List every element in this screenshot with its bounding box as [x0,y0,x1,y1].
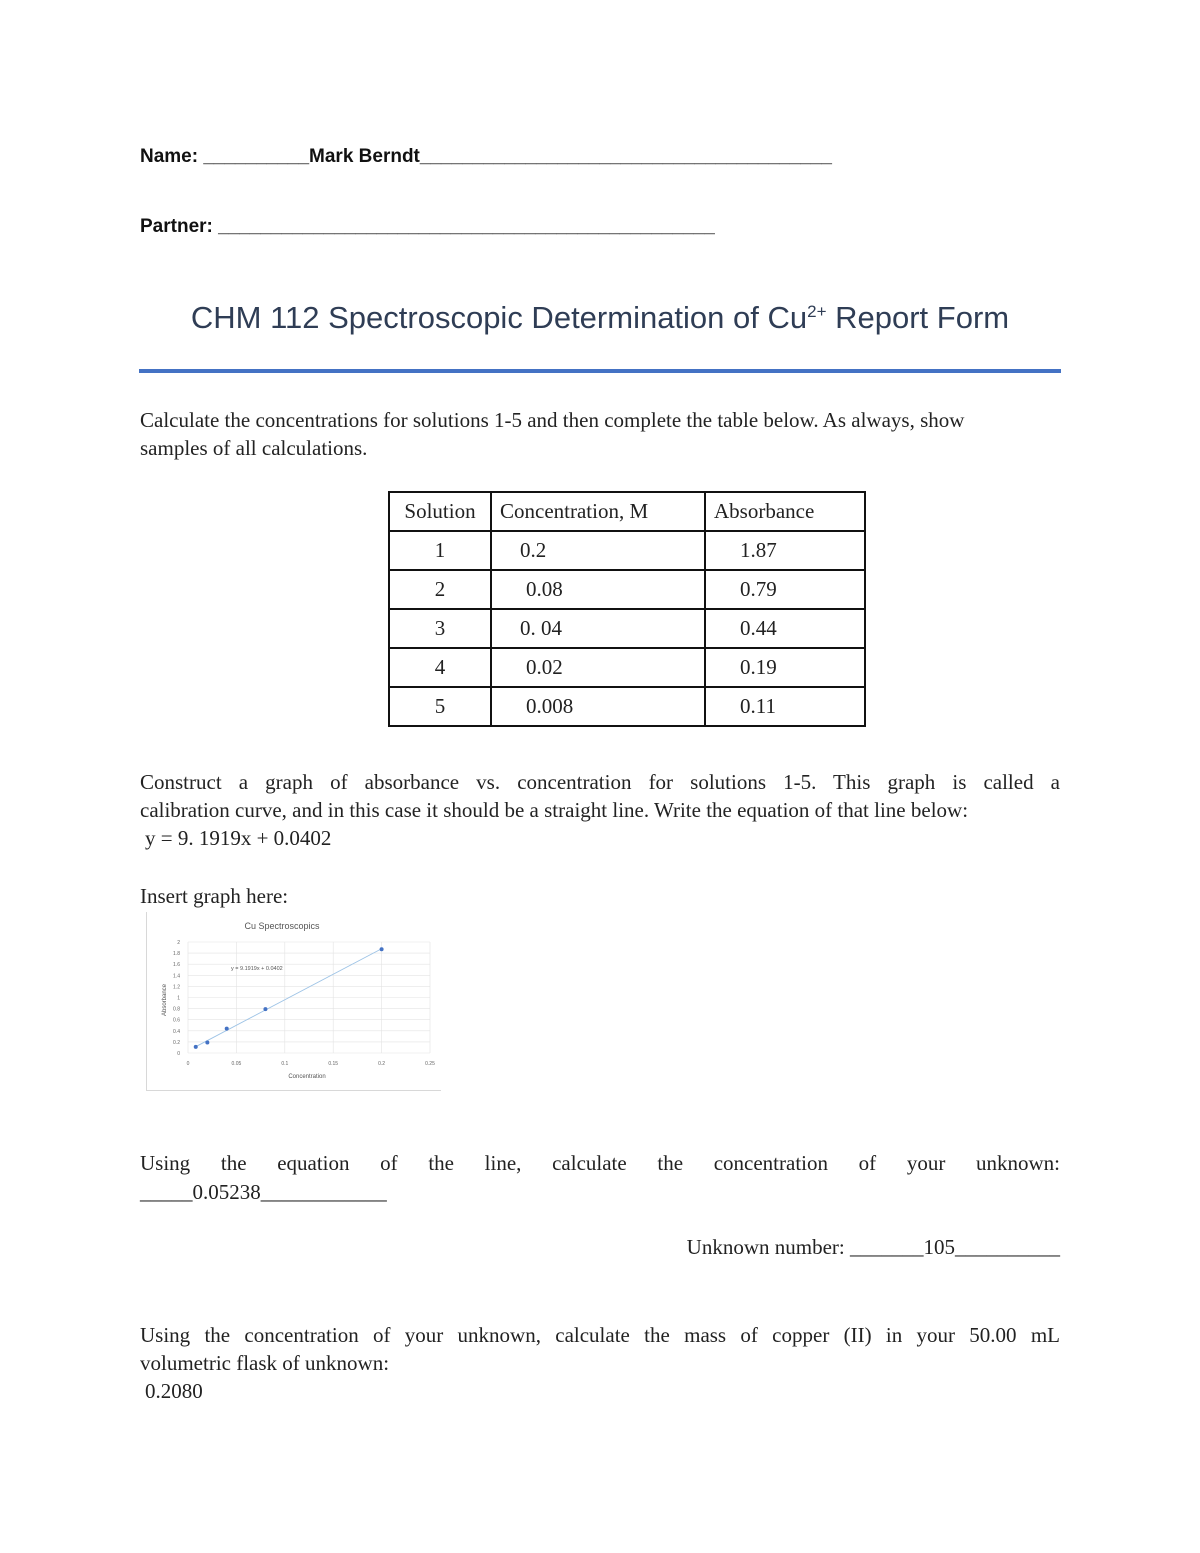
mass-instructions [140,1321,1060,1405]
chart-grid [188,942,430,1053]
header-concentration: Concentration, M [491,492,705,531]
table-header-row [389,492,865,531]
unknown-instructions [140,1149,1060,1177]
table-row [389,570,865,609]
intro-line-2: samples of all calculations. [140,436,368,460]
chart-title: Cu Spectroscopics [244,921,320,931]
unknown-instruction-word: Using [140,1151,191,1175]
y-tick-label: 1.8 [173,951,180,958]
trendline-equation: y = 9.1919x + 0.0402 [231,966,283,972]
partner-line [140,216,715,238]
x-tick-label: 0.25 [425,1061,435,1067]
cell-concentration[interactable]: 0. 04 [491,609,705,648]
y-tick-label: 0.8 [173,1006,180,1013]
x-tick-label: 0.05 [231,1061,242,1067]
unknown-instruction-word: of [858,1151,877,1175]
y-tick-label: 1.4 [173,973,180,980]
cell-concentration[interactable]: 0.2 [491,531,705,570]
graph-instructions-line-2: calibration curve, and in this case it should be a straight line. Write the equation of that line below: [140,798,969,822]
page-title: CHM 112 Spectroscopic Determination of $Cu^{2+}$ Report Form [190,300,1010,335]
cell-absorbance[interactable]: 0.11 [705,687,865,726]
partner-field[interactable]: _______________________________________________ [218,216,715,237]
data-point [380,947,384,951]
table-row [389,648,865,687]
unknown-instruction-word: unknown: [976,1151,1060,1175]
cell-absorbance[interactable]: 0.44 [705,609,865,648]
table-row [389,687,865,726]
mass-line-2: volumetric flask of unknown: [140,1351,390,1375]
title-superscript: 2+ [807,302,827,321]
y-tick-label: 0.6 [173,1017,180,1024]
y-tick-label: 2 [177,940,180,946]
cell-solution[interactable]: 1 [389,531,491,570]
data-point [263,1007,267,1011]
y-tick-label: 1.6 [173,962,180,969]
y-tick-label: 0.4 [173,1028,180,1035]
mass-line-1: Using the concentration of your unknown, calculate the mass of copper (II) in your 50.00 mL [140,1323,1060,1347]
x-tick-label: 0.15 [328,1061,339,1067]
unknown-instruction-word: of [380,1151,398,1175]
cell-absorbance[interactable]: 0.19 [705,648,865,687]
cell-solution[interactable]: 3 [389,609,491,648]
insert-graph-label: Insert graph here: [140,884,289,908]
graph-instructions-line-1: Construct a graph of absorbance vs. concentration for solutions 1-5. This graph is called a [140,770,1060,794]
y-tick-label: 0.2 [173,1039,180,1046]
unknown-instruction-word: the [220,1151,247,1175]
partner-label: Partner: [140,216,213,237]
calibration-chart [146,912,441,1091]
cell-concentration[interactable]: 0.08 [491,570,705,609]
x-tick-label: 0.2 [378,1061,386,1067]
unknown-number-value[interactable]: _______105__________ [850,1235,1060,1259]
x-tick-label: 0.1 [281,1061,289,1067]
header-solution: Solution [389,492,491,531]
table-row [389,609,865,648]
cell-concentration[interactable]: 0.008 [491,687,705,726]
data-table [388,491,866,727]
cell-solution[interactable]: 4 [389,648,491,687]
cell-solution[interactable]: 2 [389,570,491,609]
title-divider [139,369,1061,373]
table-row [389,531,865,570]
unknown-instruction-word: concentration [713,1151,828,1175]
unknown-instruction-word: calculate [552,1151,627,1175]
name-value: Mark Berndt [309,146,420,167]
unknown-instruction-word: the [657,1151,684,1175]
name-label: Name: [140,146,199,167]
unknown-number-line [140,1235,1060,1260]
intro-paragraph [140,406,1060,462]
graph-instructions [140,768,1060,852]
intro-line-1: Calculate the concentrations for solutions 1-5 and then complete the table below. As always, show [140,408,965,432]
mass-value[interactable]: 0.2080 [145,1379,203,1403]
cell-concentration[interactable]: 0.02 [491,648,705,687]
y-axis-label: Absorbance [162,983,168,1017]
x-tick-label: 0 [186,1061,190,1067]
data-point [225,1027,229,1031]
unknown-instruction-word: line, [484,1151,522,1175]
unknown-instruction-word: your [906,1151,946,1175]
y-tick-label: 1.2 [173,984,180,991]
unknown-instruction-word: the [428,1151,454,1175]
data-point [194,1045,198,1049]
header-absorbance: Absorbance [705,492,865,531]
unknown-instruction-word: equation [277,1151,350,1175]
chart-ticks [173,940,435,1067]
unknown-number-label: Unknown number: [686,1235,845,1259]
x-axis-label: Concentration [288,1074,326,1080]
cell-absorbance[interactable]: 0.79 [705,570,865,609]
line-equation[interactable]: y = 9. 1919x + 0.0402 [145,826,332,850]
y-tick-label: 0 [177,1051,180,1057]
name-line [140,146,832,168]
cell-absorbance[interactable]: 1.87 [705,531,865,570]
y-tick-label: 1 [177,995,180,1002]
name-field[interactable]: __________Mark Berndt_______________________________________ [203,146,832,167]
data-point [205,1040,209,1044]
unknown-concentration[interactable]: _____0.05238____________ [140,1180,387,1204]
cell-solution[interactable]: 5 [389,687,491,726]
